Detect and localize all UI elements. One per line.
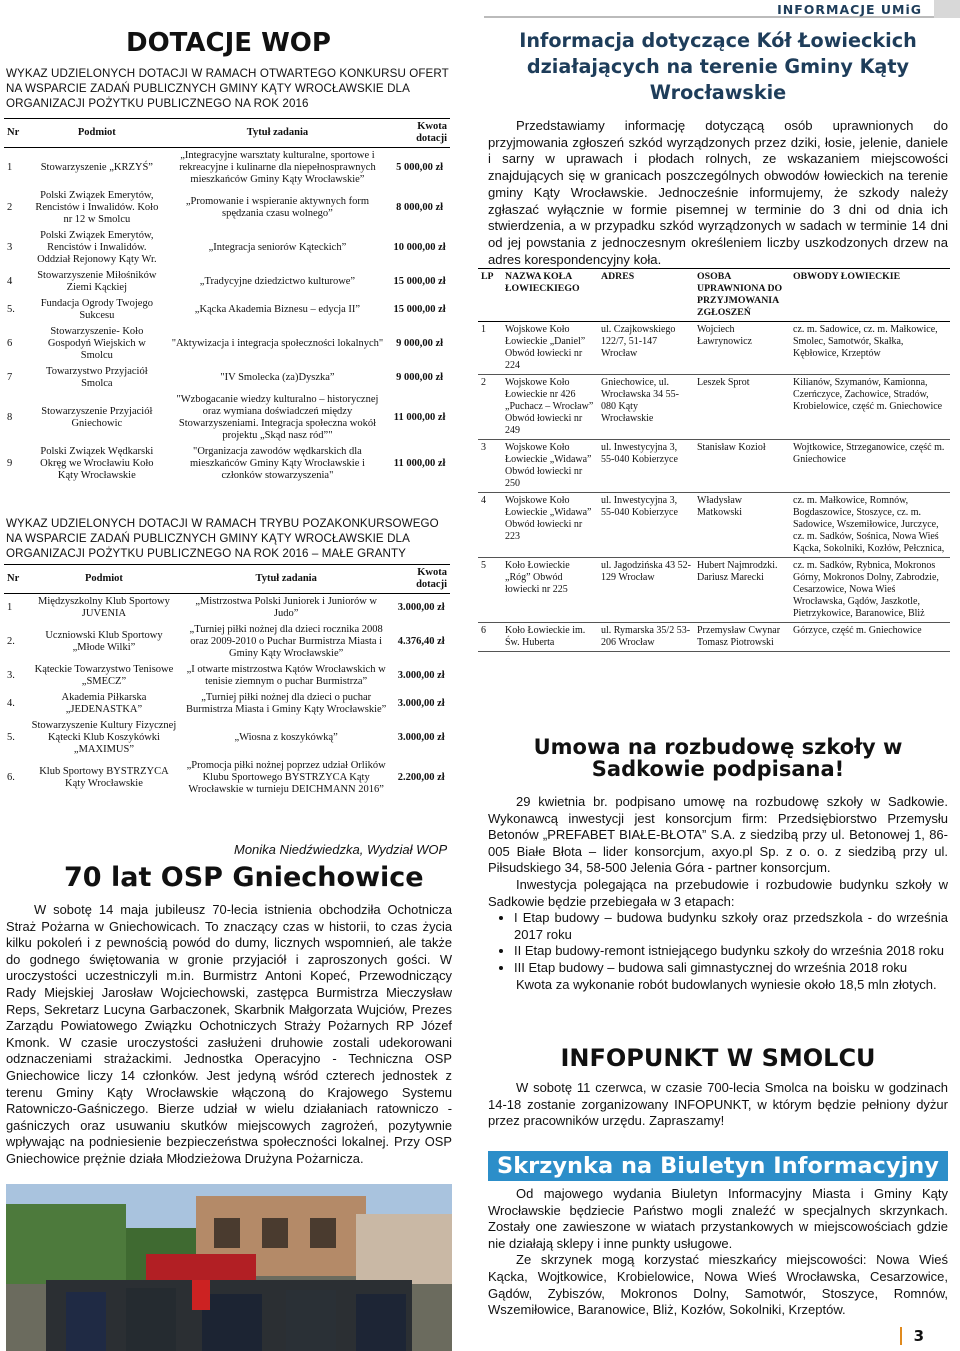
page-marker <box>900 1327 902 1345</box>
table-row <box>4 324 450 364</box>
table-row <box>4 718 450 758</box>
cell-obwody: cz. m. Sadowice, cz. m. Małkowice, Smolec, Samotwór, Skałka, Kębłowice, Krzeptów <box>790 322 950 375</box>
umowa-title: Umowa na rozbudowę szkoły w Sadkowie podpisana! <box>533 735 903 781</box>
list-item: • I Etap budowy – budowa budynku szkoły oraz przedszkola - do września 2017 roku <box>514 910 948 943</box>
cell-tytul: „I otwarte mistrzostwa Kątów Wrocławskich w tenisie ziemnym o puchar Burmistrza” <box>186 664 386 687</box>
cell-kwota: 3.000,00 zł <box>397 602 445 613</box>
cell-tytul: „Promowanie i wspieranie aktywnych form spędzania czasu wolnego” <box>185 196 369 219</box>
cell-podmiot: Klub Sportowy BYSTRZYCA Kąty Wrocławskie <box>39 766 169 789</box>
table-row <box>478 440 950 493</box>
cell-osoba: Hubert Najmrodzki. Dariusz Marecki <box>694 558 790 623</box>
cell-osoba: Wojciech Ławrynowicz <box>694 322 790 375</box>
skrzynka-paragraph-2: Ze skrzynek mogą korzystać mieszkańcy miejscowości: Nowa Wieś Kącka, Wojtkowice, Krobielowice, Nowa Wieś Wrocławska, Cesarzowice, Gądów, Zybiszów, Mokronos Dolny, Samotwór, Stoszyce, Romnów, Wszemiłowice, Baranowice, Bliż, Kozłów, Sokolniki, Krzeptów. <box>488 1252 948 1318</box>
section-label: INFORMACJE UMiG <box>777 2 922 17</box>
cell-tytul: „Promocja piłki nożnej poprzez udział Orlików Klubu Sportowego BYSTRZYCA Kąty Wrocławskie w turnieju DEICHMANN 2016” <box>186 760 386 795</box>
cell-adres: ul. Czajkowskiego 122/7, 51-147 Wrocław <box>598 322 694 375</box>
cell-nr: 2. <box>7 636 15 647</box>
cell-tytul: „Turniej piłki nożnej dla dzieci rocznika 2008 oraz 2009-2010 o Puchar Burmistrza Miasta i Gminy Kąty Wrocławskie” <box>189 624 383 659</box>
cell-nr: 1 <box>7 602 13 613</box>
cell-lp: 3 <box>478 440 502 493</box>
cell-nr: 8 <box>7 412 13 423</box>
kola-table <box>478 268 950 652</box>
table-row <box>4 148 450 189</box>
cell-nazwa: Koło Łowieckie „Róg” Obwód łowiecki nr 225 <box>502 558 598 623</box>
table-row <box>478 375 950 440</box>
cell-tytul: „Tradycyjne dziedzictwo kulturowe” <box>199 276 356 287</box>
umowa-article <box>488 794 948 993</box>
table-row <box>4 690 450 718</box>
cell-lp: 6 <box>478 623 502 652</box>
cell-tytul: „Kącka Akademia Biznesu – edycja II” <box>194 304 361 315</box>
cell-podmiot: Uczniowski Klub Sportowy „Młode Wilki” <box>45 630 163 653</box>
skrzynka-paragraph-1: Od majowego wydania Biuletyn Informacyjny Miasta i Gminy Kąty Wrocławskie będziecie Państwo mogli znaleźć w specjalnych skrzynkach. Zostały one zawieszone w wiatach przystankowych w miejscowościach gdzie nie działają sklepy i inne punkty usługowe. <box>488 1186 948 1251</box>
cell-obwody: cz. m. Sadków, Rybnica, Mokronos Górny, Mokronos Dolny, Zabrodzie, Cesarzowice, Nowa Wieś Wrocławska, Gądów, Jaszkotle, Pietrzykowice, Baranowice, Bliż <box>790 558 950 623</box>
cell-tytul: "Wzbogacanie wiedzy kulturalno – historycznej oraz wymiana doświadczeń między Stowarzyszeniami. Integracja społeczna wokół projektu „Skąd nasz ród”" <box>176 394 379 441</box>
cell-kwota: 4.376,40 zł <box>397 636 445 647</box>
cell-tytul: "IV Smolecka (za)Dyszka” <box>220 372 335 383</box>
osp-paragraph: W sobotę 14 maja jubileusz 70-lecia istnienia obchodziła Ochotnicza Straż Pożarna w Gniechowicach. To znaczący czas w historii, to czas życia kilku pokoleń i z pewnością powód do dumy, licznych wspomnień, ale także do godnego świętowania w gronie przyjaciół i zaproszonych gości. W uroczystości uczestniczyli m.in. Burmistrz Antoni Kopeć, Przewodniczący Rady Miejskiej Jarosław Wojciechowski, zastępca Burmistrza Mieczysław Reps, Sekretarz Lucyna Garbaczonek, Skarbnik Małgorzata Wujciów, Prezes Zarządu Powiatowego Związku Ochotniczych Straży Pożarnych RP Józef Kmonk. W czasie uroczystości zasłużeni druhowie zostali udekorowani odznaczeniami strażackimi. Jednostka Operacyjno - Techniczna OSP Gniechowice liczy 14 członków. Jest jedyną wśród czterech jednostek z terenu Gminy Kąty Wrocławskie włączoną do Krajowego Systemu Ratowniczo-Gaśniczego. Bierze udział w wielu działaniach ratowniczo - gaśniczych oraz usuwaniu skutków miejscowych zagrożeń, pozytywnie wpływając na podniesienie bezpieczeństwa społeczności lokalnej. Przy OSP Gniechowice prężnie działa Młodzieżowa Drużyna Pożarnicza. <box>6 902 452 1166</box>
table-row <box>4 662 450 690</box>
table-row <box>4 296 450 324</box>
cell-tytul: „Wiosna z koszykówką” <box>234 732 338 743</box>
cell-nr: 2 <box>7 202 13 213</box>
table-row <box>4 188 450 228</box>
cell-podmiot: Polski Związek Wędkarski Okręg we Wrocławiu Koło Kąty Wrocławskie <box>40 446 154 481</box>
cell-tytul: „Integracyjne warsztaty kulturalne, sportowe i rekreacyjne i kulinarne dla niepełnosprawnych mieszkańców Gminy Kąty Wrocławskie” <box>179 150 376 185</box>
col-header-nr: Nr <box>4 565 28 594</box>
cell-nr: 6 <box>7 338 13 349</box>
col-header-tytul: Tytuł zadania <box>180 565 392 594</box>
cell-adres: ul. Jagodzińska 43 52-129 Wrocław <box>598 558 694 623</box>
col-header-podmiot: Podmiot <box>28 565 180 594</box>
cell-nazwa: Wojskowe Koło Łowieckie „Widawa” Obwód łowiecki nr 223 <box>502 493 598 558</box>
cell-kwota: 8 000,00 zł <box>396 202 444 213</box>
infopunkt-paragraph: W sobotę 11 czerwca, w czasie 700-lecia Smolca na boisku w godzinach 14-18 zostanie zorganizowany INFOPUNKT, w którym będzie pełniony dyżur przez pracowników urzędu. Zapraszamy! <box>488 1080 948 1129</box>
cell-nazwa: Wojskowe Koło Łowieckie nr 426 „Puchacz – Wrocław” Obwód łowiecki nr 249 <box>502 375 598 440</box>
cell-kwota: 3.000,00 zł <box>397 670 445 681</box>
umowa-paragraph-3: Kwota za wykonanie robót budowlanych wyniesie około 18,5 mln złotych. <box>516 976 937 992</box>
col-header-osoba: OSOBA UPRAWNIONA DO PRZYJMOWANIA ZGŁOSZEŃ <box>694 269 790 322</box>
umowa-paragraph-1: 29 kwietnia br. podpisano umowę na rozbudowę szkoły w Sadkowie. Wykonawcą inwestycji jest konsorcjum firm: Przedsiębiorstwo Przemysłu Betonów „PREFABET BIAŁE-BŁOTA” S.A. z siedzibą przy ul. Betonowej 1, 86-005 Białe Błota – lider konsorcjum, axyo.pl Sp. z o. o. z siedzibą przy ul. Piłsudskiego 34, 58-500 Jelenia Góra - partner konsorcjum. <box>488 794 948 876</box>
cell-nazwa: Koło Łowieckie im. Św. Huberta <box>502 623 598 652</box>
cell-podmiot: Towarzystwo Przyjaciół Smolca <box>46 366 148 389</box>
osp-article <box>6 902 452 1168</box>
list-item: • II Etap budowy-remont istniejącego budynku szkoły do września 2018 roku <box>514 943 948 960</box>
osp-group-photo <box>6 1184 452 1351</box>
cell-nr: 3 <box>7 242 13 253</box>
cell-lp: 4 <box>478 493 502 558</box>
cell-podmiot: Stowarzyszenie- Koło Gospodyń Wiejskich w Smolcu <box>47 326 146 361</box>
cell-osoba: Władysław Matkowski <box>694 493 790 558</box>
table-row <box>4 268 450 296</box>
cell-obwody: Wojtkowice, Strzeganowice, część m. Gniechowice <box>790 440 950 493</box>
header-square <box>934 0 960 18</box>
list-item: • III Etap budowy – budowa sali gimnastycznej do września 2018 roku <box>514 960 948 977</box>
cell-nr: 3. <box>7 670 15 681</box>
cell-osoba: Leszek Sprot <box>694 375 790 440</box>
cell-obwody: Górzyce, część m. Gniechowice <box>790 623 950 652</box>
cell-kwota: 2.200,00 zł <box>397 772 445 783</box>
page-number: 3 <box>913 1327 924 1345</box>
table-row <box>4 444 450 484</box>
col-header-adres: ADRES <box>598 269 694 322</box>
cell-nr: 5. <box>7 304 15 315</box>
cell-podmiot: Akademia Piłkarska „JEDENASTKA” <box>61 692 147 715</box>
cell-nr: 5. <box>7 732 15 743</box>
cell-lp: 1 <box>478 322 502 375</box>
cell-nr: 6. <box>7 772 15 783</box>
table-row <box>478 558 950 623</box>
col-header-nazwa: NAZWA KOŁA ŁOWIECKIEGO <box>502 269 598 322</box>
cell-tytul: „Integracja seniorów Kąteckich” <box>208 242 347 253</box>
dotacje-table-2 <box>4 564 450 798</box>
cell-nr: 7 <box>7 372 13 383</box>
cell-nr: 1 <box>7 162 13 173</box>
col-header-nr: Nr <box>4 119 28 148</box>
cell-podmiot: Stowarzyszenie Miłośników Ziemi Kąckiej <box>37 270 157 293</box>
dotacje-caption-2: WYKAZ UDZIELONYCH DOTACJI W RAMACH TRYBU POZAKONKURSOWEGO NA WSPARCIE ZADAŃ PUBLICZNYCH GMINY KĄTY WROCŁAWSKIE DLA ORGANIZACJI POŻYTKU PUBLICZNEGO NA ROK 2016 – MAŁE GRANTY <box>6 517 439 560</box>
cell-kwota: 5 000,00 zł <box>396 162 444 173</box>
kola-intro <box>488 118 948 268</box>
cell-tytul: „Mistrzostwa Polski Juniorek i Juniorów w Judo” <box>195 596 378 619</box>
table-row <box>4 622 450 662</box>
col-header-kwota: Kwota dotacji <box>389 119 450 148</box>
cell-podmiot: Polski Związek Emerytów, Rencistów i Inwalidów. Oddział Rejonowy Kąty Wr. <box>37 230 157 265</box>
table-row <box>478 493 950 558</box>
cell-adres: ul. Inwestycyjna 3, 55-040 Kobierzyce <box>598 493 694 558</box>
cell-nazwa: Wojskowe Koło Łowieckie „Widawa” Obwód łowiecki nr 250 <box>502 440 598 493</box>
cell-adres: ul. Inwestycyjna 3, 55-040 Kobierzyce <box>598 440 694 493</box>
cell-kwota: 3.000,00 zł <box>397 698 445 709</box>
cell-kwota: 10 000,00 zł <box>393 242 446 253</box>
cell-podmiot: Stowarzyszenie Kultury Fizycznej Kątecki Klub Koszykówki „MAXIMUS” <box>31 720 177 755</box>
cell-kwota: 15 000,00 zł <box>393 276 446 287</box>
cell-podmiot: Polski Związek Emerytów, Rencistów i Inwalidów. Koło nr 12 w Smolcu <box>35 190 159 225</box>
cell-lp: 2 <box>478 375 502 440</box>
kola-paragraph: Przedstawiamy informację dotyczącą osób uprawnionych do przyjmowania zgłoszeń szkód wyrządzonych przez dziki, łosie, jelenie, daniele i sarny w uprawach i płodach rolnych, ze wskazaniem miejscowości znajdujących się w granicach poszczególnych obwodów łowieckich na terenie gminy Kąty Wrocławskie. Jednocześnie informujemy, że szkody należy zgłaszać wyłącznie w formie pisemnej w terminie do 3 dni od dnia ich stwierdzenia, a w przypadku szkód wyrządzonych w sadach w terminie 14 dni od jej powstania z jednoczesnym określeniem liczby uszkodzonych drzew na adres korespondencyjny koła. <box>488 118 948 267</box>
cell-obwody: Kilianów, Szymanów, Kamionna, Czerńczyce, Zachowice, Stradów, Krobielowice, część m. Gniechowice <box>790 375 950 440</box>
cell-kwota: 11 000,00 zł <box>393 412 446 423</box>
table-row <box>4 364 450 392</box>
col-header-podmiot: Podmiot <box>28 119 166 148</box>
col-header-tytul: Tytuł zadania <box>166 119 390 148</box>
table-row <box>478 322 950 375</box>
cell-kwota: 9 000,00 zł <box>396 372 444 383</box>
cell-tytul: "Aktywizacja i integracja społeczności lokalnych" <box>171 338 384 349</box>
col-header-obwody: OBWODY ŁOWIECKIE <box>790 269 950 322</box>
cell-nr: 9 <box>7 458 13 469</box>
cell-tytul: "Organizacja zawodów wędkarskich dla mieszkańców Gminy Kąty Wrocławskie i członków stowarzyszenia" <box>189 446 365 481</box>
table-row <box>478 623 950 652</box>
cell-podmiot: Fundacja Ogrody Twojego Sukcesu <box>40 298 153 321</box>
cell-nazwa: Wojskowe Koło Łowieckie „Daniel” Obwód łowiecki nr 224 <box>502 322 598 375</box>
umowa-paragraph-2: Inwestycja polegająca na przebudowie i rozbudowie budynku szkoły w Sadkowie będzie przebiegała w 3 etapach: <box>488 876 948 909</box>
cell-nr: 4. <box>7 698 15 709</box>
cell-kwota: 11 000,00 zł <box>393 458 446 469</box>
cell-podmiot: Stowarzyszenie Przyjaciół Gniechowic <box>41 406 153 429</box>
skrzynka-title: Skrzynka na Biuletyn Informacyjny <box>488 1151 948 1181</box>
table-row <box>4 392 450 444</box>
table-row <box>4 758 450 798</box>
cell-podmiot: Kąteckie Towarzystwo Tenisowe „SMECZ” <box>34 664 174 687</box>
osp-title: 70 lat OSP Gniechowice <box>64 862 424 893</box>
table-row <box>4 594 450 623</box>
umowa-stages-list <box>488 910 948 976</box>
col-header-kwota: Kwota dotacji <box>392 565 450 594</box>
dotacje-caption-1: WYKAZ UDZIELONYCH DOTACJI W RAMACH OTWARTEGO KONKURSU OFERT NA WSPARCIE ZADAŃ PUBLICZNYCH GMINY KĄTY WROCŁAWSKIE DLA ORGANIZACJI POŻYTKU PUBLICZNEGO NA ROK 2016 <box>6 67 449 110</box>
cell-nr: 4 <box>7 276 13 287</box>
dotacje-title: DOTACJE WOP <box>126 28 331 58</box>
author-signature: Monika Niedźwiedzka, Wydział WOP <box>234 842 448 857</box>
cell-kwota: 3.000,00 zł <box>397 732 445 743</box>
cell-kwota: 9 000,00 zł <box>396 338 444 349</box>
cell-obwody: cz. m. Małkowice, Romnów, Bogdaszowice, Stoszyce, cz. m. Sadowice, Wszemiłowice, Jurczyce, cz. m. Sadków, Sośnica, Nowa Wieś Kącka, Sokolniki, Kozłów, Pełcznica, <box>790 493 950 558</box>
cell-kwota: 15 000,00 zł <box>393 304 446 315</box>
infopunkt-article <box>488 1080 948 1130</box>
kola-title: Informacja dotyczące Kół Łowieckich działających na terenie Gminy Kąty Wrocławskie <box>519 29 917 104</box>
cell-adres: Gniechowice, ul. Wrocławska 34 55-080 Kąty Wrocławskie <box>598 375 694 440</box>
cell-osoba: Przemysław Cwynar Tomasz Piotrowski <box>694 623 790 652</box>
cell-podmiot: Stowarzyszenie „KRZYŚ” <box>40 162 153 173</box>
photo-illustration <box>6 1184 452 1351</box>
cell-lp: 5 <box>478 558 502 623</box>
skrzynka-article <box>488 1186 948 1319</box>
cell-osoba: Stanisław Kozioł <box>694 440 790 493</box>
cell-tytul: „Turniej piłki nożnej dla dzieci o puchar Burmistrza Miasta i Gminy Kąty Wrocławskie” <box>186 692 387 715</box>
table-row <box>4 228 450 268</box>
dotacje-table-1 <box>4 118 450 484</box>
col-header-lp: LP <box>478 269 502 322</box>
cell-adres: ul. Rymarska 35/2 53-206 Wrocław <box>598 623 694 652</box>
infopunkt-title: INFOPUNKT W SMOLCU <box>560 1044 876 1072</box>
cell-podmiot: Międzyszkolny Klub Sportowy JUVENIA <box>38 596 170 619</box>
